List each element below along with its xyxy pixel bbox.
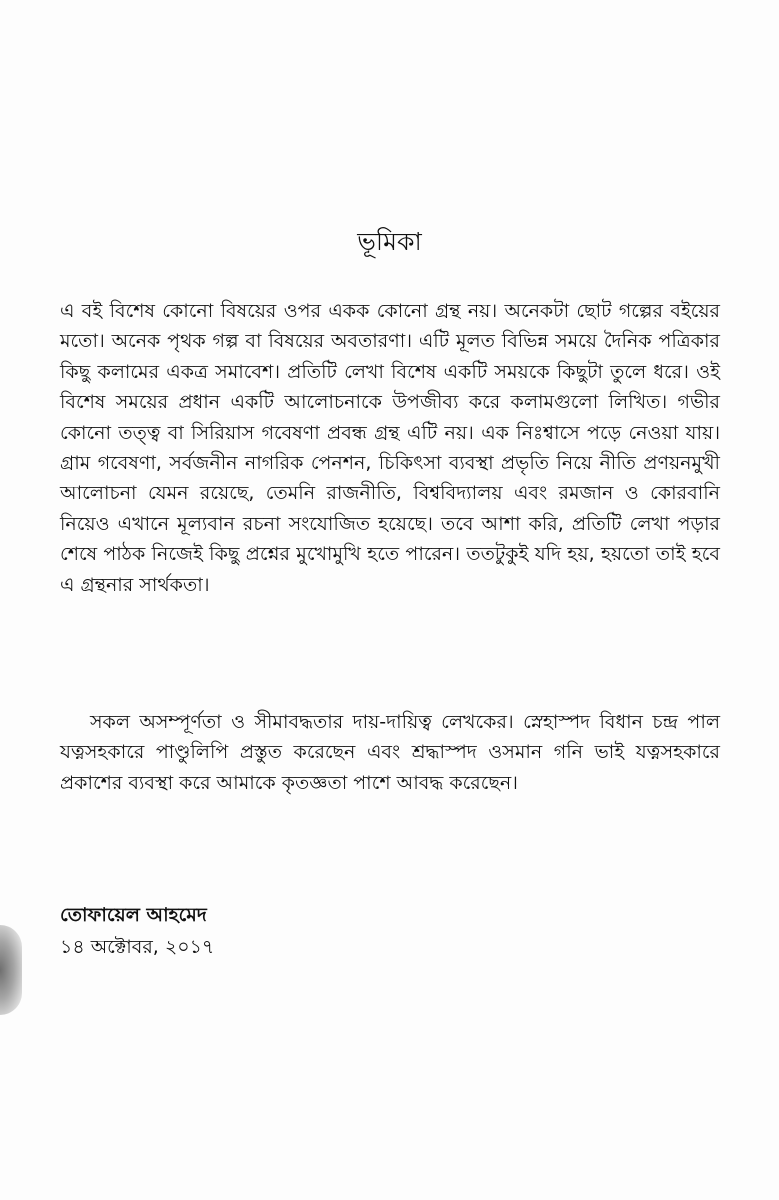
paragraph-intro: এ বই বিশেষ কোনো বিষয়ের ওপর একক কোনো গ্রন্থ নয়। অনেকটা ছোট গল্পের বইয়ের মতো। অনেক পৃথক গল্প বা বিষয়ের অবতারণা। এটি মূলত বিভিন্ন সময়ে দৈনিক পত্রিকার কিছু কলামের একত্র সমাবেশ। প্রতিটি লেখা বিশেষ একটি সময়কে কিছুটা তুলে ধরে। ওই বিশেষ সময়ের প্রধান একটি আলোচনাকে উপজীব্য করে কলামগুলো লিখিত। গভীর কোনো তত্ত্ব বা সিরিয়াস গবেষণা প্রবন্ধ গ্রন্থ এটি নয়। এক নিঃশ্বাসে পড়ে নেওয়া যায়। গ্রাম গবেষণা, সর্বজনীন নাগরিক পেনশন, চিকিৎসা ব্যবস্থা প্রভৃতি নিয়ে নীতি প্রণয়নমুখী আলোচনা যেমন রয়েছে, তেমনি রাজনীতি, বিশ্ববিদ্যালয় এবং রমজান ও কোরবানি নিয়েও এখানে মূল্যবান রচনা সংযোজিত হয়েছে। তবে আশা করি, প্রতিটি লেখা পড়ার শেষে পাঠক নিজেই কিছু প্রশ্নের মুখোমুখি হতে পারেন। ততটুকুই যদি হয়, হয়তো তাই হবে এ গ্রন্থনার সার্থকতা। (60, 300, 720, 596)
paragraph-acknowledgement: সকল অসম্পূর্ণতা ও সীমাবদ্ধতার দায়-দায়িত্ব লেখকের। স্নেহাস্পদ বিধান চন্দ্র পাল যত্নসহকারে পাণ্ডুলিপি প্রস্তুত করেছেন এবং শ্রদ্ধাস্পদ ওসমান গনি ভাই যত্নসহকারে প্রকাশের ব্যবস্থা করে আমাকে কৃতজ্ঞতা পাশে আবদ্ধ করেছেন। (60, 711, 720, 794)
signature-date: ১৪ অক্টোবর, ২০১৭ (60, 936, 215, 958)
page-edge-shadow (0, 925, 22, 1015)
page-title: ভূমিকা (357, 227, 422, 256)
author-name: তোফায়েল আহমেদ (60, 904, 207, 926)
